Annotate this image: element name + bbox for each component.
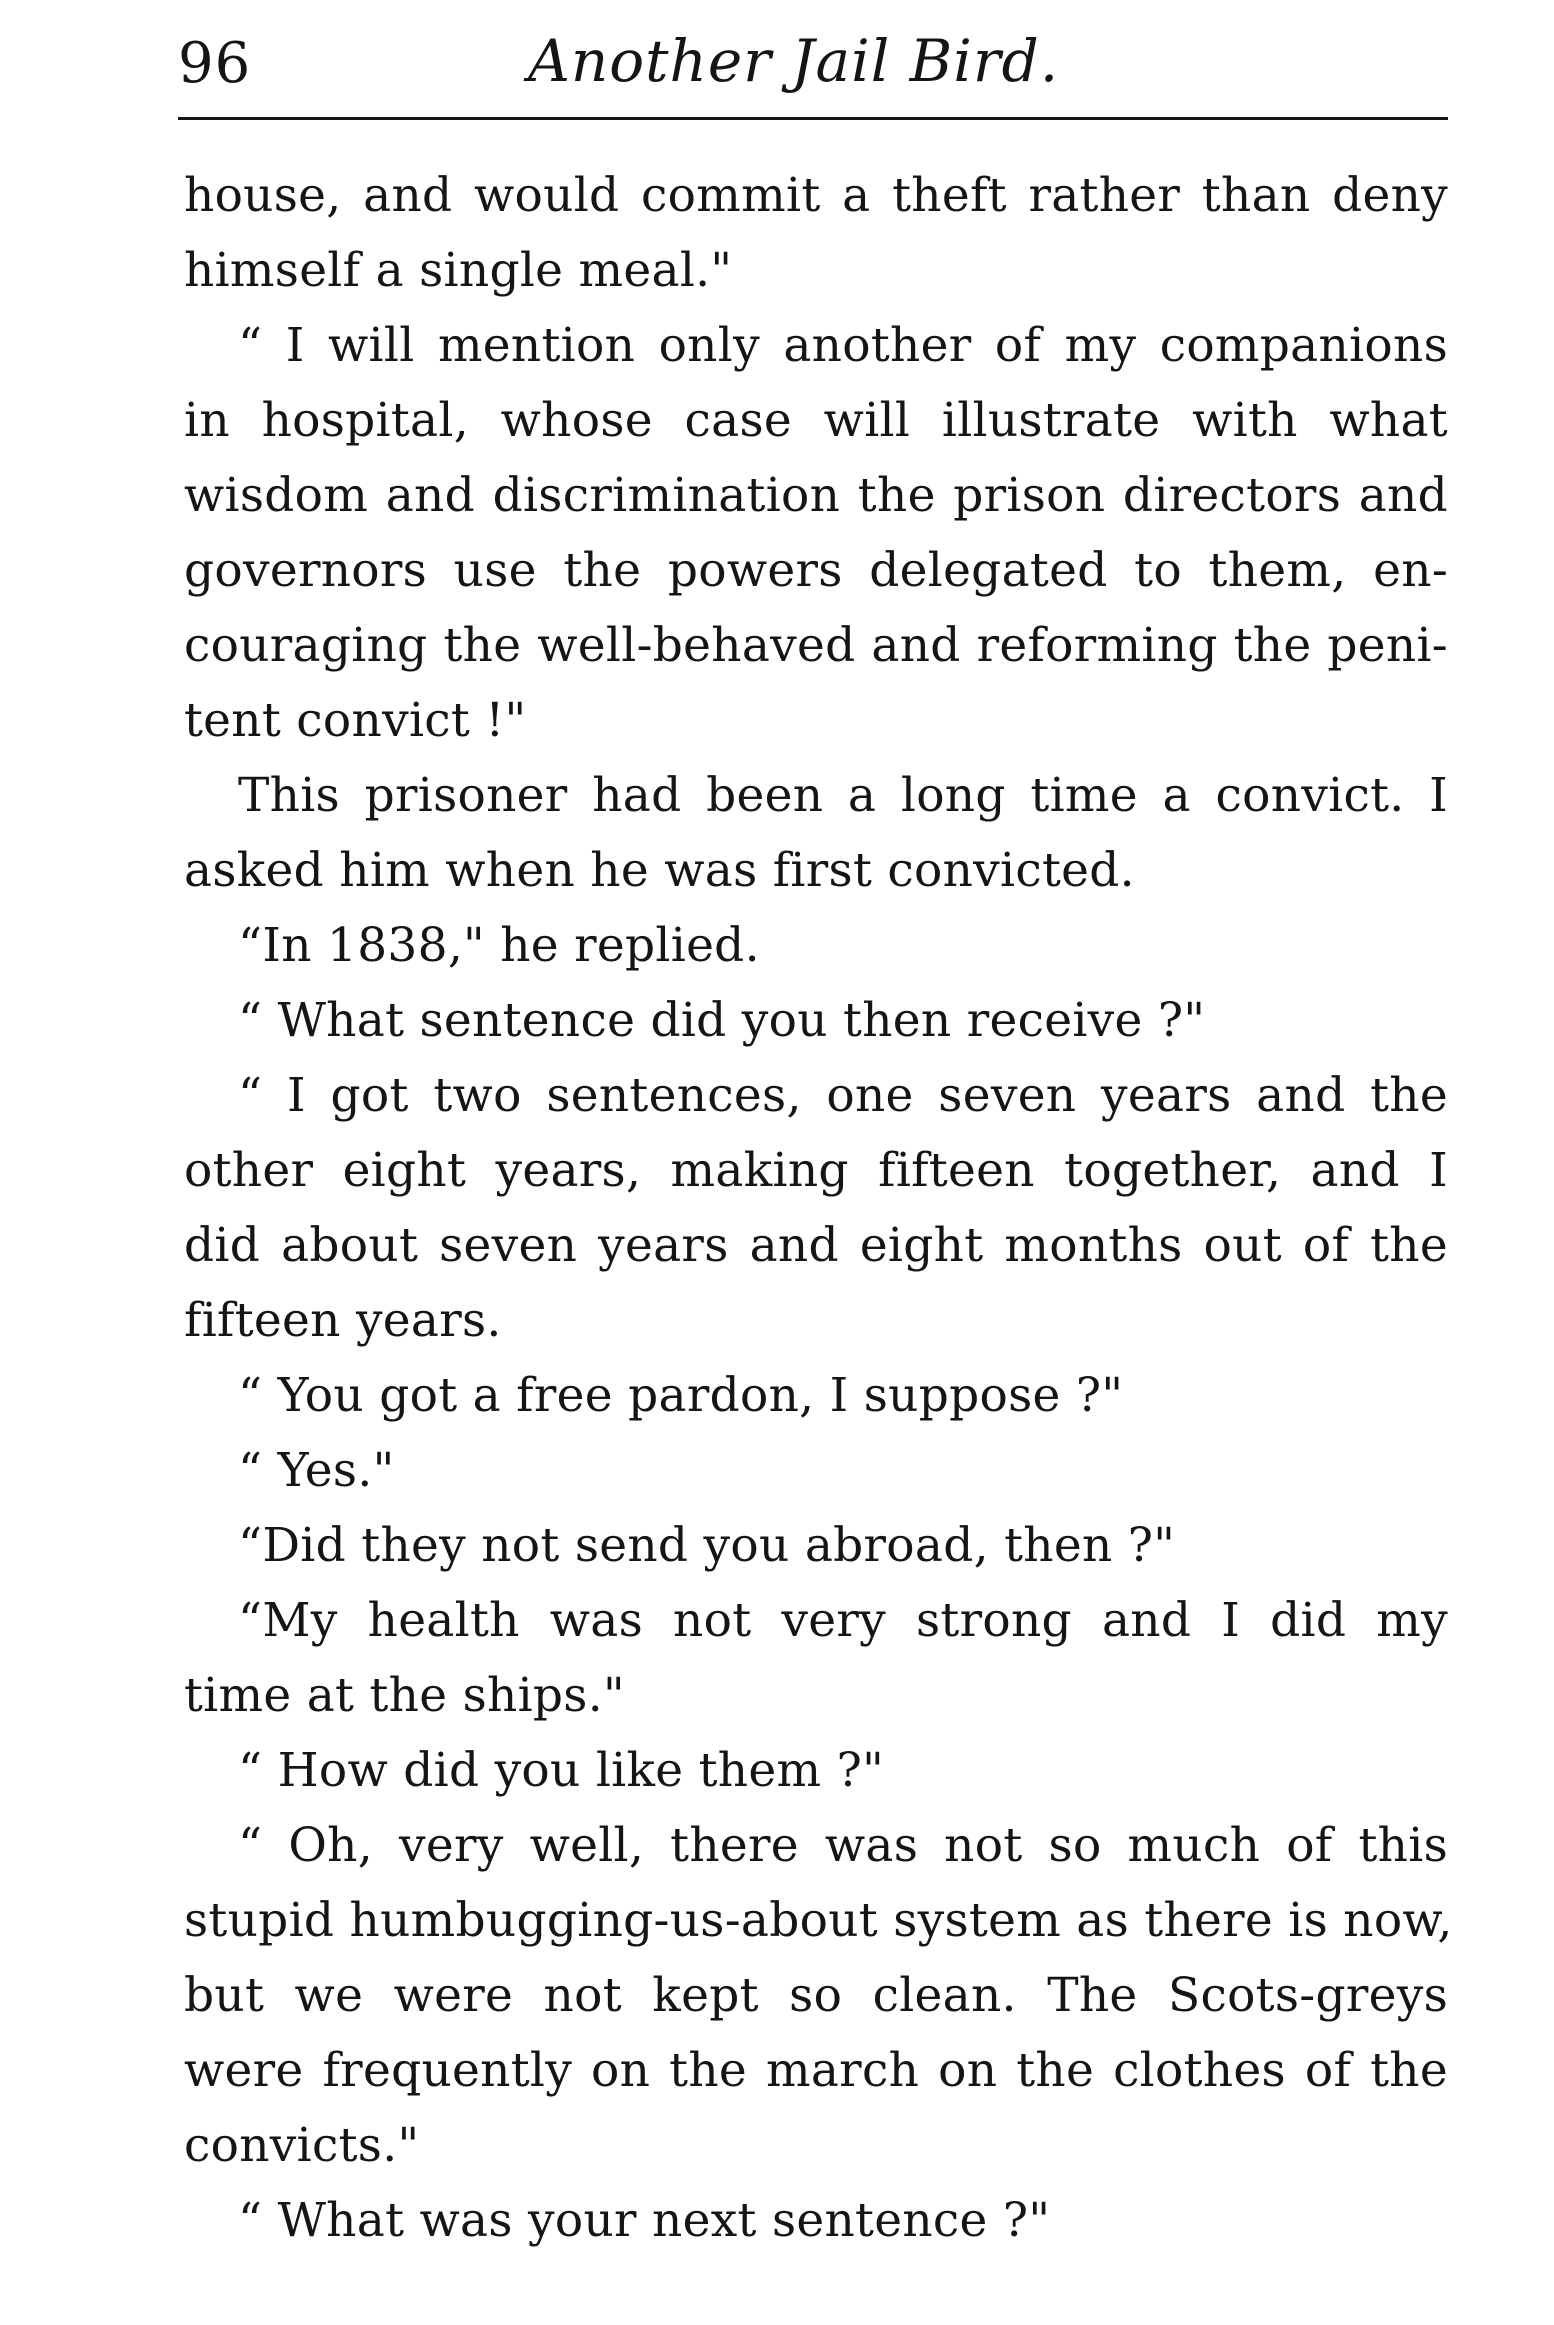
text-line: fifteen years. (184, 1293, 502, 1348)
text-line: stupid humbugging-us-about system as there is now, (184, 1893, 1453, 1948)
text-line: This prisoner had been a long time a convict. I (238, 768, 1448, 823)
text-line: other eight years, making fifteen together, and I (184, 1143, 1448, 1198)
text-line: “ Oh, very well, there was not so much of this (238, 1818, 1448, 1873)
body-text (184, 158, 1453, 2258)
text-line: “ What sentence did you then receive ?" (238, 993, 1206, 1048)
text-line: house, and would commit a theft rather than deny (184, 168, 1448, 223)
page-header (178, 24, 1448, 124)
text-line: time at the ships." (184, 1668, 625, 1723)
text-line: couraging the well-behaved and reforming the peni- (184, 618, 1448, 673)
text-line: did about seven years and eight months out of the (184, 1218, 1448, 1273)
text-line: “In 1838," he replied. (238, 918, 760, 973)
text-line: but we were not kept so clean. The Scots-greys (184, 1968, 1448, 2023)
text-line: in hospital, whose case will illustrate with what (184, 393, 1448, 448)
running-title: Another Jail Bird. (528, 27, 1060, 95)
text-line: “Did they not send you abroad, then ?" (238, 1518, 1176, 1573)
text-line: “ Yes." (238, 1443, 395, 1498)
text-line: himself a single meal." (184, 243, 733, 298)
text-line: “ How did you like them ?" (238, 1743, 885, 1798)
text-line: “ What was your next sentence ?" (238, 2193, 1051, 2248)
text-line: convicts." (184, 2118, 420, 2173)
text-line: “ I will mention only another of my companions (238, 318, 1448, 373)
text-line: “My health was not very strong and I did my (238, 1593, 1448, 1648)
text-line: were frequently on the march on the clothes of the (184, 2043, 1448, 2098)
text-line: tent convict !" (184, 693, 527, 748)
header-rule (178, 117, 1448, 120)
text-line: “ You got a free pardon, I suppose ?" (238, 1368, 1124, 1423)
text-line: “ I got two sentences, one seven years and the (238, 1068, 1448, 1123)
text-line: governors use the powers delegated to them, en- (184, 543, 1448, 598)
page-number: 96 (178, 31, 252, 96)
text-line: wisdom and discrimination the prison directors and (184, 468, 1448, 523)
text-line: asked him when he was first convicted. (184, 843, 1135, 898)
